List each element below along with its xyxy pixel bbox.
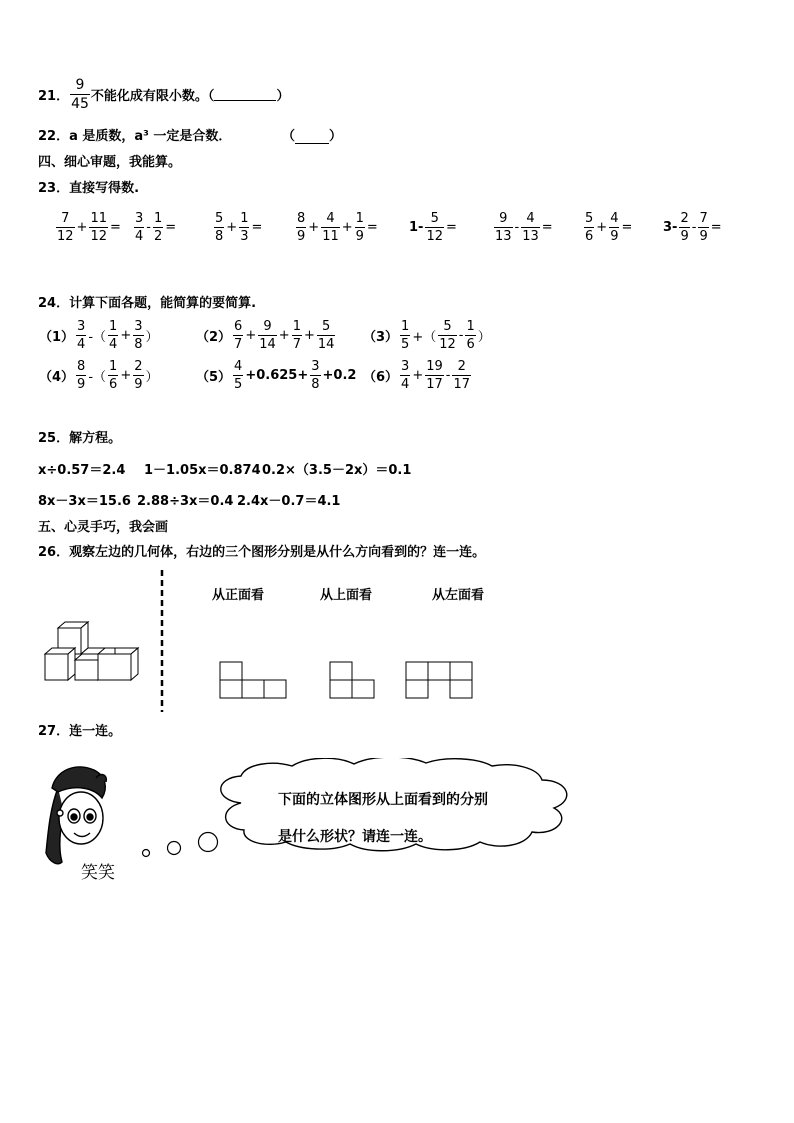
q27-illustration bbox=[36, 758, 596, 888]
q25-eq-6: 2.4x－0.7＝4.1 bbox=[237, 494, 341, 509]
q25-eq-3: 0.2×（3.5－2x）＝0.1 bbox=[262, 463, 412, 478]
q24-problem-6: （6） $\frac{3}{4}$ + $\frac{19}{17}$ - $\frac{2}{17}$ bbox=[363, 359, 471, 392]
left-view-shape bbox=[406, 662, 472, 698]
q23-item-3: $\frac{5}{8}$ + $\frac{1}{3}$ = bbox=[215, 211, 263, 244]
q21: 21． $\frac{9}{45}$ 不能化成有限小数。（ ） bbox=[38, 77, 290, 112]
cloud-text-line-1: 下面的立体图形从上面看到的分别 bbox=[278, 792, 488, 808]
thought-bubble-medium bbox=[168, 842, 181, 855]
q25-eq-4: 8x－3x＝15.6 bbox=[38, 494, 131, 509]
q22: 22．a 是质数，a³ 一定是合数． bbox=[38, 129, 232, 144]
q24-problem-4: （4） $\frac{8}{9}$ -（ $\frac{1}{6}$ + $\frac{2}{9}$ ） bbox=[39, 359, 159, 392]
q23-item-4: $\frac{8}{9}$ + $\frac{4}{11}$ + $\frac{1}{9}$ = bbox=[297, 211, 378, 244]
q23-item-2: $\frac{3}{4}$ - $\frac{1}{2}$ = bbox=[135, 211, 177, 244]
q23-item-8: 3- $\frac{2}{9}$ - $\frac{7}{9}$ = bbox=[663, 211, 722, 244]
view-label-front: 从正面看 bbox=[212, 588, 265, 603]
q24-problem-1: （1） $\frac{3}{4}$ -（ $\frac{1}{4}$ + $\frac{3}{8}$ ） bbox=[39, 319, 159, 352]
girl-character-illustration bbox=[46, 767, 106, 864]
q21-text: 不能化成有限小数。（ bbox=[90, 89, 215, 104]
thought-bubble-small bbox=[143, 850, 150, 857]
q23-title: 23．直接写得数. bbox=[38, 181, 140, 196]
q23-item-1: $\frac{7}{12}$ + $\frac{11}{12}$ = bbox=[57, 211, 121, 244]
section-5-heading: 五、心灵手巧，我会画 bbox=[38, 520, 169, 535]
front-view-shape bbox=[220, 662, 286, 698]
top-view-shape bbox=[330, 662, 374, 698]
thought-bubble-large bbox=[199, 833, 218, 852]
character-name-label: 笑笑 bbox=[81, 863, 115, 883]
q25-title: 25．解方程。 bbox=[38, 431, 122, 446]
solid-cubes-figure bbox=[45, 622, 138, 680]
q24-title: 24．计算下面各题，能简算的要简算. bbox=[38, 296, 257, 311]
q22-answer: （ ） bbox=[282, 129, 343, 144]
q24-problem-2: （2） $\frac{6}{7}$ + $\frac{9}{14}$ + $\frac{1}{7}$ + $\frac{5}{14}$ bbox=[196, 319, 335, 352]
section-4-heading: 四、细心审题，我能算。 bbox=[38, 155, 182, 170]
q25-eq-1: x÷0.57＝2.4 bbox=[38, 463, 126, 478]
q23-item-5: 1- $\frac{5}{12}$ = bbox=[409, 211, 457, 244]
q21-number: 21． bbox=[38, 89, 70, 104]
q26-title: 26．观察左边的几何体，右边的三个图形分别是从什么方向看到的？连一连。 bbox=[38, 545, 486, 560]
q25-eq-5: 2.88÷3x＝0.4 bbox=[137, 494, 234, 509]
q21-fraction: $\frac{9}{45}$ bbox=[71, 77, 89, 112]
q21-answer-blank[interactable] bbox=[214, 88, 276, 101]
q27-title: 27．连一连。 bbox=[38, 724, 122, 739]
q23-item-7: $\frac{5}{6}$ + $\frac{4}{9}$ = bbox=[585, 211, 633, 244]
q24-problem-5: （5） $\frac{4}{5}$ +0.625+ $\frac{3}{8}$ +0.2 bbox=[196, 359, 357, 392]
view-label-top: 从上面看 bbox=[320, 588, 373, 603]
q22-answer-blank[interactable] bbox=[295, 131, 329, 144]
q23-item-6: $\frac{9}{13}$ - $\frac{4}{13}$ = bbox=[495, 211, 553, 244]
view-label-left: 从左面看 bbox=[432, 588, 485, 603]
cloud-text-line-2: 是什么形状？请连一连。 bbox=[278, 829, 432, 845]
q25-eq-2: 1－1.05x＝0.874 bbox=[144, 463, 261, 478]
q24-problem-3: （3） $\frac{1}{5}$ +（ $\frac{5}{12}$ - $\frac{1}{6}$ ） bbox=[363, 319, 491, 352]
q22-text: a 是质数，a³ 一定是合数． bbox=[69, 129, 232, 144]
